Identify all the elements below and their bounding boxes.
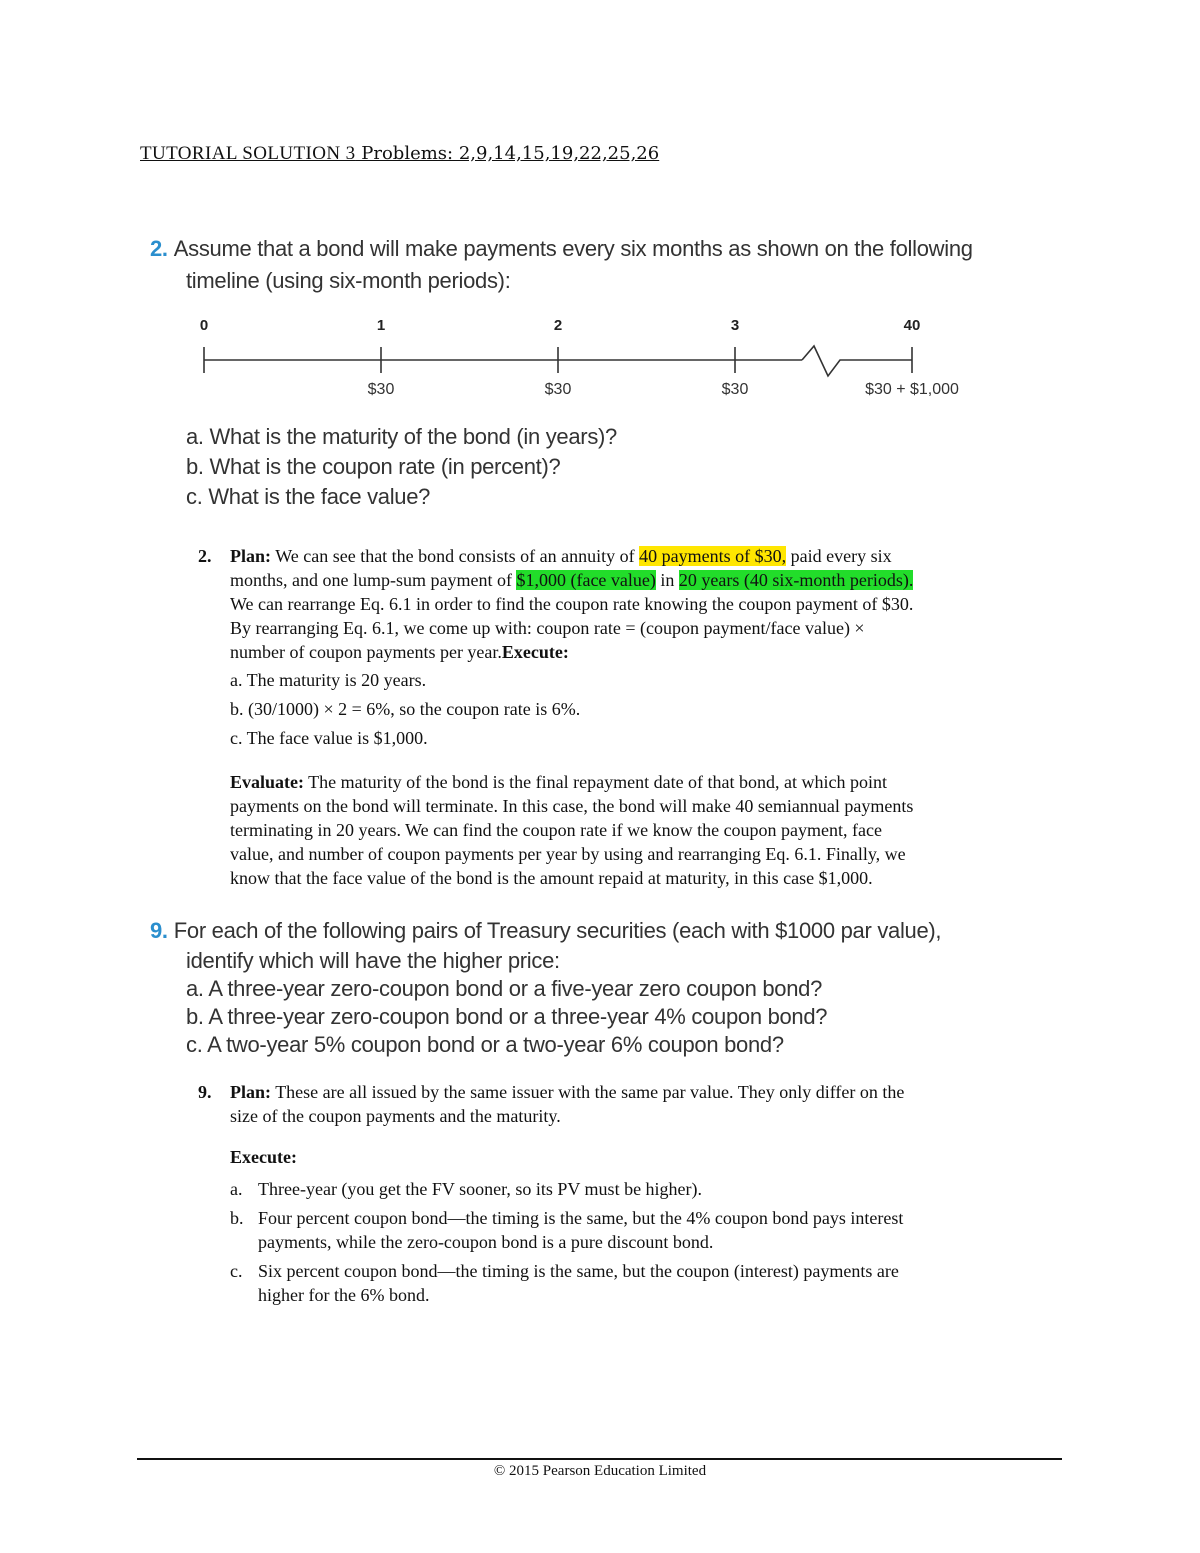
timeline-payment-2: $30 — [544, 381, 572, 398]
problem-9-line1: 9. For each of the following pairs of Treasury securities (each with $1000 par value), — [150, 918, 942, 943]
solution-2-answer-c: c. The face value is $1,000. — [230, 728, 428, 748]
problem-2-line1: 2. Assume that a bond will make payments every six months as shown on the following — [150, 236, 973, 261]
timeline-period-40: 40 — [903, 317, 921, 334]
evaluate-label: Evaluate: — [230, 772, 304, 792]
solution-2-answer-a: a. The maturity is 20 years. — [230, 670, 427, 690]
bond-timeline — [190, 310, 990, 405]
problem-9-question-b: b. A three-year zero-coupon bond or a three-year 4% coupon bond? — [186, 1004, 828, 1029]
problem-2-question-a: a. What is the maturity of the bond (in years)? — [186, 424, 617, 449]
timeline-break — [802, 346, 912, 376]
highlight-20-years: 20 years (40 six-month periods). — [678, 570, 914, 590]
title-part1: TUTORIAL SOLUTION 3 — [140, 143, 356, 164]
highlight-40-payments: 40 payments of $30, — [639, 546, 787, 566]
title-part2: Problems: 2,9,14,15,19,22,25,26 — [355, 143, 660, 164]
timeline-payment-1: $30 — [367, 381, 395, 398]
solution-9-item-b: Four percent coupon bond—the timing is the same, but the 4% coupon bond pays interest payments, while the zero-coupon bond is a pure discount bond. — [258, 1208, 904, 1252]
timeline-payment-40: $30 + $1,000 — [865, 381, 959, 398]
solution-9-item-a-marker: a. — [230, 1179, 243, 1199]
solution-9-plan: Plan: These are all issued by the same issuer with the same par value. They only differ on the size of the coupon payments and the maturity. — [230, 1082, 905, 1126]
page-title — [140, 143, 659, 165]
solution-9-item-c-marker: c. — [230, 1261, 243, 1281]
execute-label: Execute: — [501, 642, 569, 662]
plan-label: Plan: — [230, 1082, 272, 1102]
problem-2-question-b: b. What is the coupon rate (in percent)? — [186, 454, 561, 479]
solution-2-number: 2. — [198, 546, 212, 566]
problem-2-line2: timeline (using six-month periods): — [186, 268, 511, 293]
solution-9-item-a: Three-year (you get the FV sooner, so its PV must be higher). — [258, 1179, 703, 1199]
plan-label: Plan: — [230, 546, 272, 566]
solution-9-execute-label: Execute: — [230, 1147, 297, 1167]
solution-9-item-b-marker: b. — [230, 1208, 244, 1228]
problem-9-question-c: c. A two-year 5% coupon bond or a two-year 6% coupon bond? — [186, 1032, 784, 1057]
highlight-face-value: $1,000 (face value) — [516, 570, 656, 590]
problem-2-number: 2. — [150, 236, 168, 261]
problem-9-question-a: a. A three-year zero-coupon bond or a five-year zero coupon bond? — [186, 976, 823, 1001]
problem-9-line2: identify which will have the higher price: — [186, 948, 560, 973]
timeline-period-0: 0 — [199, 317, 209, 334]
solution-2-evaluate: Evaluate: The maturity of the bond is the final repayment date of that bond, at which point payments on the bond will terminate. In this case, the bond will make 40 semiannual payments terminating in 20 years. We can find the coupon rate if we know the coupon payment, face value, and number of coupon payments per year by using and rearranging Eq. 6.1. Finally, we know that the face value of the bond is the amount repaid at maturity, in this case $1,000. — [230, 772, 914, 888]
timeline-period-3: 3 — [730, 317, 740, 334]
timeline-payment-3: $30 — [721, 381, 749, 398]
solution-2-answer-b: b. (30/1000) × 2 = 6%, so the coupon rate is 6%. — [230, 699, 581, 719]
timeline-period-2: 2 — [553, 317, 563, 334]
solution-2-plan: Plan: We can see that the bond consists of an annuity of 40 payments of $30, paid every six months, and one lump-sum payment of $1,000 (face value) in 20 years (40 six-month periods). We can rearrange Eq. 6.1 in order to find the coupon rate knowing the coupon payment of $30. By rearranging Eq. 6.1, we come up with: coupon rate = (coupon payment/face value) × number of coupon payments per year.Execute: — [230, 546, 914, 662]
footer-divider — [137, 1458, 1062, 1460]
solution-9-item-c: Six percent coupon bond—the timing is the same, but the coupon (interest) payments are higher for the 6% bond. — [258, 1261, 899, 1305]
problem-9-number: 9. — [150, 918, 168, 943]
footer-copyright: © 2015 Pearson Education Limited — [493, 1463, 707, 1479]
problem-2-question-c: c. What is the face value? — [186, 484, 431, 509]
solution-9-number: 9. — [198, 1082, 212, 1102]
timeline-period-1: 1 — [376, 317, 386, 334]
